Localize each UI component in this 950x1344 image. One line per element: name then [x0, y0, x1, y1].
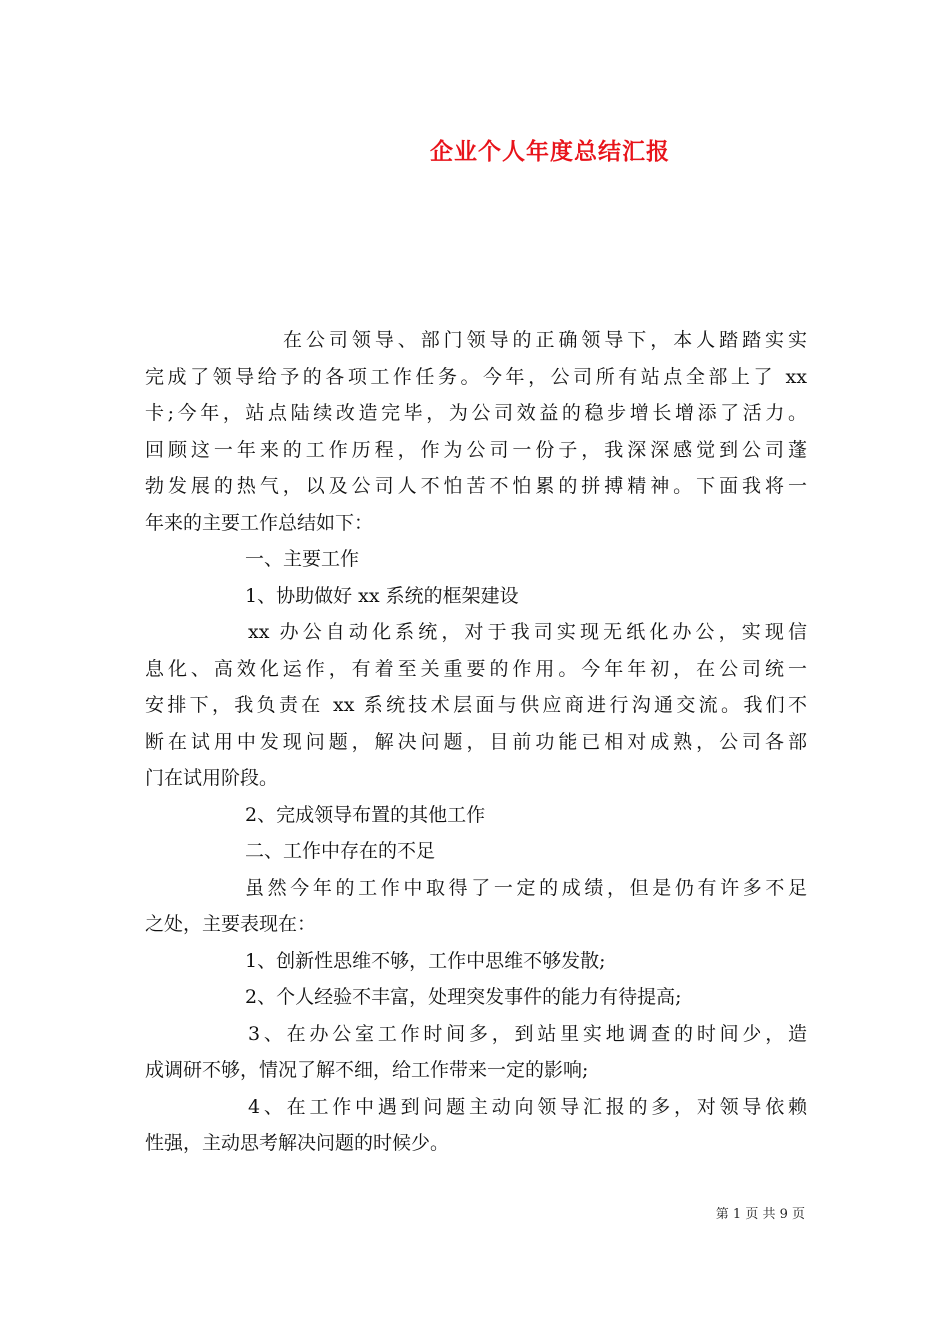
paragraph-line: 之处，主要表现在： [145, 913, 317, 935]
paragraph-line: 息化、高效化运作，有着至关重要的作用。今年年初，在公司统一 [145, 657, 807, 680]
paragraph-line: 卡;今年，站点陆续改造完毕，为公司效益的稳步增长增添了活力。 [145, 402, 807, 424]
paragraph-line: 断在试用中发现问题，解决问题，目前功能已相对成熟，公司各部 [145, 730, 807, 753]
paragraph-line: 安排下，我负责在 xx 系统技术层面与供应商进行沟通交流。我们不 [145, 694, 807, 716]
page-indicator: 第 1 页 共 9 页 [715, 1207, 805, 1222]
paragraph-line: 年来的主要工作总结如下： [145, 511, 374, 534]
paragraph-line: 完成了领导给予的各项工作任务。今年，公司所有站点全部上了 xx [145, 365, 807, 388]
document-body [145, 322, 807, 1162]
paragraph-line: 虽然今年的工作中取得了一定的成绩，但是仍有许多不足 [245, 876, 807, 899]
paragraph-line: 在公司领导、部门领导的正确领导下，本人踏踏实实 [283, 329, 807, 351]
list-item: 4、在工作中遇到问题主动向领导汇报的多，对领导依赖 [248, 1095, 807, 1118]
subsection-heading: 2、完成领导布置的其他工作 [245, 803, 486, 826]
list-item-continuation: 成调研不够，情况了解不细，给工作带来一定的影响; [145, 1059, 589, 1081]
paragraph-line: 勃发展的热气，以及公司人不怕苦不怕累的拼搏精神。下面我将一 [145, 475, 807, 497]
paragraph-line: 门在试用阶段。 [145, 767, 279, 789]
list-item: 2、个人经验不丰富，处理突发事件的能力有待提高; [245, 986, 682, 1008]
subsection-heading: 1、协助做好 xx 系统的框架建设 [245, 584, 519, 607]
list-item-continuation: 性强，主动思考解决问题的时候少。 [145, 1132, 450, 1154]
paragraph-line: xx 办公自动化系统，对于我司实现无纸化办公，实现信 [248, 621, 807, 643]
section-heading: 二、工作中存在的不足 [245, 840, 436, 862]
section-heading: 一、主要工作 [245, 548, 360, 570]
list-item: 1、创新性思维不够，工作中思维不够发散; [245, 949, 606, 972]
list-item: 3、在办公室工作时间多，到站里实地调查的时间少，造 [248, 1022, 807, 1045]
document-title: 企业个人年度总结汇报 [430, 138, 670, 165]
paragraph-line: 回顾这一年来的工作历程，作为公司一份子，我深深感觉到公司蓬 [145, 438, 807, 461]
